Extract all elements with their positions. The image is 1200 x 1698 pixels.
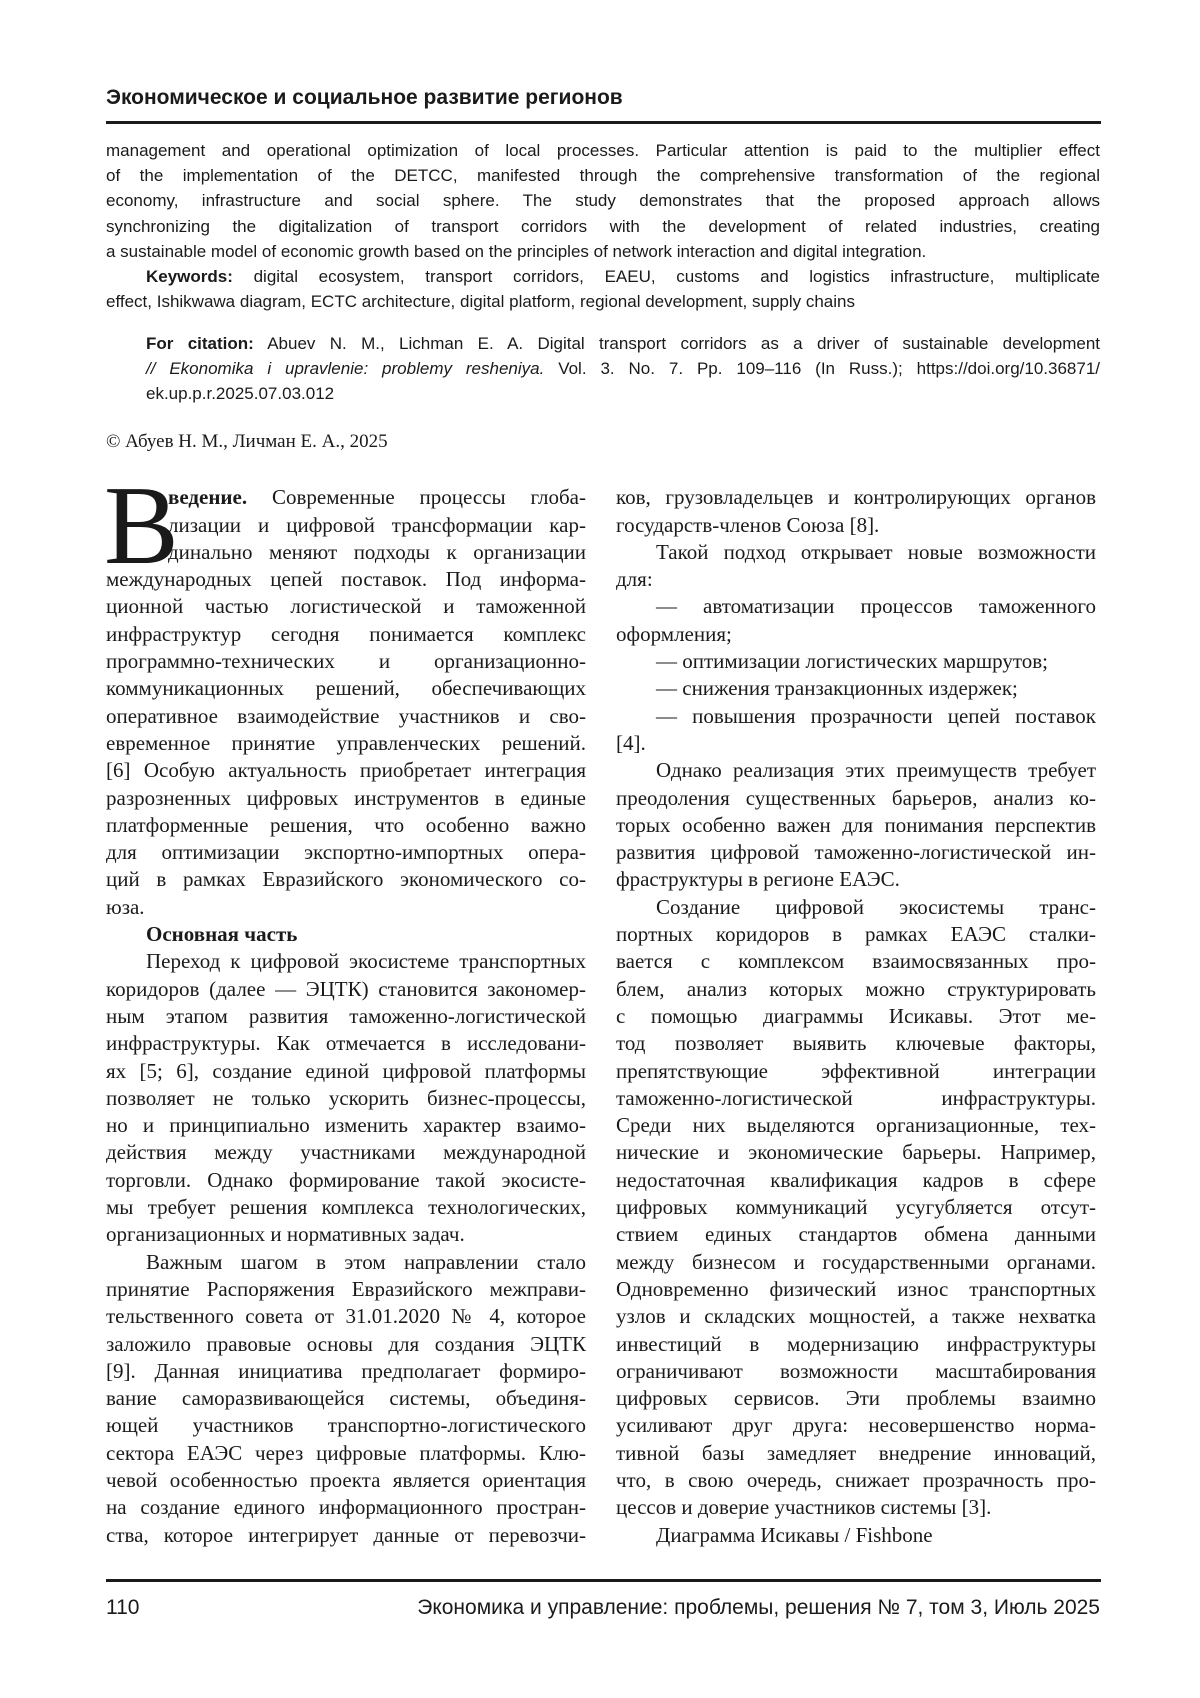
footer-rule — [106, 1579, 1101, 1582]
text-line: позволяет не только ускорить бизнес-процессы, — [106, 1085, 586, 1110]
text-line: что, в свою очередь, снижает прозрачность про- — [616, 1467, 1096, 1492]
page-number: 110 — [106, 1596, 140, 1619]
text-line: Диаграмма Исикавы / Fishbone — [656, 1522, 933, 1547]
abstract-line: economy, infrastructure and social sphere. The study demonstrates that the proposed approach allows — [106, 191, 1100, 211]
text-line: — повышения прозрачности цепей поставок — [656, 703, 1096, 728]
text-line: торговли. Однако формирование такой экосисте- — [106, 1167, 586, 1192]
text-line: ков, грузовладельцев и контролирующих органов — [616, 485, 1096, 510]
text-line: Такой подход открывает новые возможности — [656, 539, 1096, 564]
text-line: на создание единого информационного простран- — [106, 1495, 586, 1520]
text-line: ства, которое интегрирует данные от перевозчи- — [106, 1522, 586, 1547]
text-line: чевой особенностью проекта является ориентация — [106, 1467, 586, 1492]
text-line: коммуникационных решений, обеспечивающих — [106, 676, 586, 701]
text-line: платформенные решения, что особенно важно — [106, 812, 586, 837]
keywords-line: effect, Ishikwawa diagram, ECTC architecture, digital platform, regional development, supply chains — [106, 292, 855, 312]
text-line: Среди них выделяются организационные, тех- — [616, 1113, 1096, 1138]
abstract-line: management and operational optimization of local processes. Particular attention is paid to the multiplier effect — [106, 141, 1100, 160]
citation-line — [106, 356, 1100, 381]
text-line: динально меняют подходы к организации — [168, 539, 586, 564]
text-line: для оптимизации экспортно-импортных опера- — [106, 840, 586, 865]
text-line: таможенно-логистической инфраструктуры. — [616, 1085, 1096, 1110]
citation-label: For citation: — [146, 334, 254, 353]
text-line: евременное принятие управленческих решений. — [106, 730, 586, 755]
intro-bold: ведение. — [168, 485, 248, 510]
text-line: программно-технических и организационно- — [106, 649, 586, 674]
text-line: ционной частью логистической и таможенной — [106, 594, 586, 619]
text-line: тод позволяет выявить ключевые факторы, — [616, 1031, 1096, 1056]
text-line: действия между участниками международной — [106, 1140, 586, 1165]
right-column — [616, 484, 1096, 1549]
text-line: вание саморазвивающейся системы, объединя- — [106, 1386, 586, 1411]
text-line: — автоматизации процессов таможенного — [656, 594, 1096, 619]
text-line: — снижения транзакционных издержек; — [656, 676, 1018, 701]
text-line: фраструктуры в регионе ЕАЭС. — [616, 867, 900, 892]
text-line: ствием единых стандартов обмена данными — [616, 1222, 1096, 1247]
text-line: оформления; — [616, 621, 732, 646]
text-line: Создание цифровой экосистемы транс- — [656, 894, 1096, 919]
keywords-line — [106, 264, 1100, 289]
text-line: с помощью диаграммы Исикавы. Этот ме- — [616, 1003, 1096, 1028]
text-line: [4]. — [616, 730, 646, 755]
header-rule — [106, 121, 1101, 124]
text-line: препятствующие эффективной интеграции — [616, 1058, 1096, 1083]
text-line: для: — [616, 567, 653, 592]
left-column — [104, 464, 586, 1549]
text-line: заложило правовые основы для создания ЭЦТК — [106, 1331, 586, 1356]
text-line-rest: Современные процессы глоба- — [247, 485, 586, 510]
text-line: развития цифровой таможенно-логистической ин- — [616, 840, 1096, 865]
citation — [106, 331, 1100, 407]
copyright: © Абуев Н. М., Личман Е. А., 2025 — [106, 431, 388, 452]
text-line: Переход к цифровой экосистеме транспортных — [146, 949, 586, 974]
text-line: принятие Распоряжения Евразийского межправи- — [106, 1276, 586, 1301]
text-line: коридоров (далее — ЭЦТК) становится закономер- — [106, 976, 586, 1001]
text-line: блем, анализ которых можно структурировать — [616, 976, 1096, 1001]
text-line: цессов и доверие участников системы [3]. — [616, 1495, 992, 1520]
text-line: [6] Особую актуальность приобретает интеграция — [106, 758, 586, 783]
text-line: усиливают друг друга: несовершенство норма- — [616, 1413, 1096, 1438]
text-line: преодоления существенных барьеров, анализ ко- — [616, 785, 1096, 810]
abstract-line: synchronizing the digitalization of transport corridors with the development of related industries, creating — [106, 216, 1100, 236]
section-heading: Основная часть — [146, 922, 298, 947]
text-line: цифровых сервисов. Эти проблемы взаимно — [616, 1386, 1096, 1411]
citation-text: Abuev N. M., Lichman E. A. Digital transport corridors as a driver of sustainable development — [253, 334, 1100, 353]
text-line: оперативное взаимодействие участников и сво- — [106, 703, 586, 728]
citation-doi-end[interactable]: ek.up.p.r.2025.07.03.012 — [146, 384, 335, 404]
text-line: [9]. Данная инициатива предполагает формиро- — [106, 1358, 586, 1383]
text-line: юза. — [106, 894, 145, 919]
running-header-title: Экономическое и социальное развитие регионов — [106, 86, 623, 109]
text-line: международных цепей поставок. Под информа- — [106, 567, 586, 592]
text-line: Одновременно физический износ транспортных — [616, 1276, 1096, 1301]
abstract — [106, 138, 1100, 314]
text-line: между бизнесом и государственными органами. — [616, 1249, 1096, 1274]
text-line: инфраструктур сегодня понимается комплекс — [106, 621, 586, 646]
keywords-label: Keywords: — [146, 266, 233, 286]
text-line: но и принципиально изменить характер взаимо- — [106, 1113, 586, 1138]
text-line: государств-членов Союза [8]. — [616, 512, 880, 537]
abstract-line: of the implementation of the DETCC, manifested through the comprehensive transformation of the regional — [106, 166, 1100, 186]
text-line: недостаточная квалификация кадров в сфере — [616, 1167, 1096, 1192]
text-line: инвестиций в модернизацию инфраструктуры — [616, 1331, 1096, 1356]
citation-journal: // Ekonomika i upravlenie: problemy resheniya. — [146, 359, 545, 379]
text-line: ным этапом развития таможенно-логистической — [106, 1003, 586, 1028]
text-line: сектора ЕАЭС через цифровые платформы. Клю- — [106, 1440, 586, 1465]
text-line: ций в рамках Евразийского экономического со- — [106, 867, 586, 892]
citation-doi[interactable]: Vol. 3. No. 7. Pp. 109–116 (In Russ.); https://doi.org/10.36871/ — [544, 359, 1100, 379]
text-line: портных коридоров в рамках ЕАЭС сталки- — [616, 922, 1096, 947]
abstract-line: a sustainable model of economic growth based on the principles of network interaction and digital integration. — [106, 241, 927, 261]
text-line: нические и экономические барьеры. Например, — [616, 1140, 1096, 1165]
text-line: ограничивают возможности масштабирования — [616, 1358, 1096, 1383]
journal-footer: Экономика и управление: проблемы, решения № 7, том 3, Июль 2025 — [417, 1596, 1100, 1619]
text-line: мы требует решения комплекса технологических, — [106, 1195, 586, 1220]
text-line: ющей участников транспортно-логистического — [106, 1413, 586, 1438]
text-line: цифровых коммуникаций усугубляется отсут- — [616, 1195, 1096, 1220]
text-line: узлов и складских мощностей, а также нехватка — [616, 1304, 1096, 1329]
text-line: Важным шагом в этом направлении стало — [146, 1249, 586, 1274]
text-line: торых особенно важен для понимания перспектив — [616, 812, 1096, 837]
keywords-text: digital ecosystem, transport corridors, EAEU, customs and logistics infrastructure, multiplicate — [232, 266, 1100, 286]
text-line: Однако реализация этих преимуществ требует — [656, 758, 1096, 783]
drop-cap: В — [104, 464, 179, 589]
text-line: инфраструктуры. Как отмечается в исследовани- — [106, 1031, 586, 1056]
text-line: разрозненных цифровых инструментов в единые — [106, 785, 586, 810]
text-line: организационных и нормативных задач. — [106, 1222, 465, 1247]
text-line: — оптимизации логистических маршрутов; — [656, 649, 1049, 674]
text-line: ях [5; 6], создание единой цифровой платформы — [106, 1058, 586, 1083]
text-line: тельственного совета от 31.01.2020 № 4, которое — [106, 1304, 586, 1329]
text-line: тивной базы замедляет внедрение инноваций, — [616, 1440, 1096, 1465]
text-line: вается с комплексом взаимосвязанных про- — [616, 949, 1096, 974]
text-line: лизации и цифровой трансформации кар- — [168, 512, 586, 537]
citation-line — [106, 331, 1100, 356]
